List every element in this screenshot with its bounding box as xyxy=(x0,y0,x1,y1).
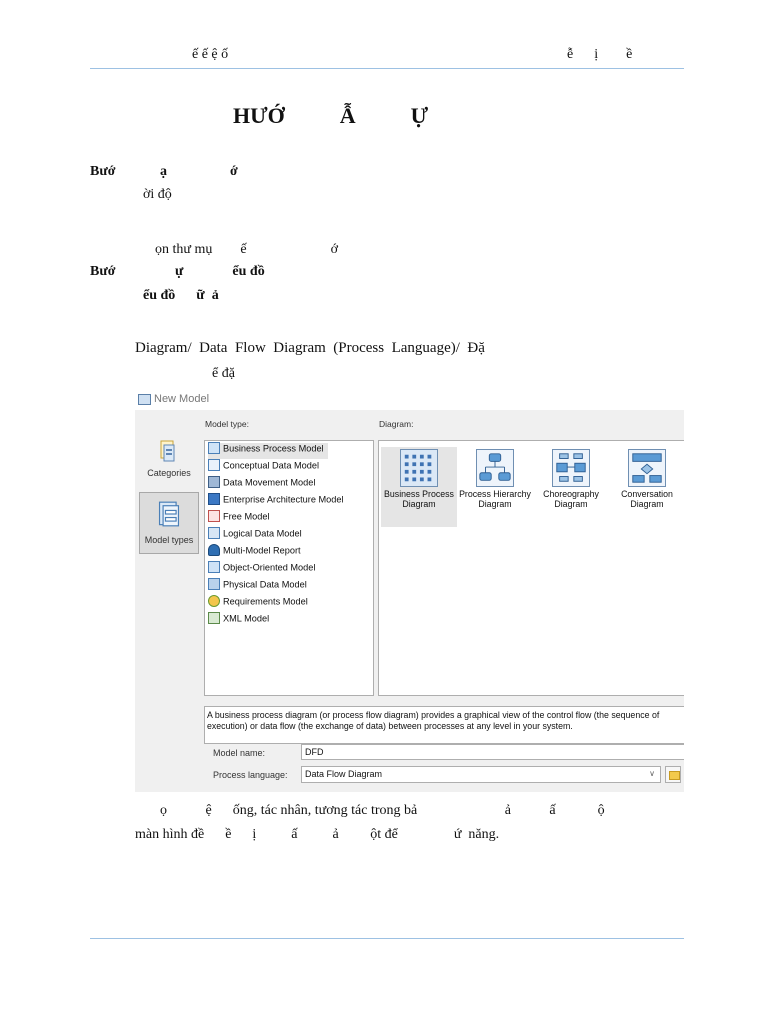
step2-heading: ự ểu đồ xyxy=(175,264,265,279)
step2-paragraph: Diagram/ Data Flow Diagram (Process Language)/ Đặ xyxy=(135,340,485,356)
diagram-item[interactable]: Choreography Diagram xyxy=(533,447,609,527)
step2-paragraph-line2: ể đặ xyxy=(212,366,235,381)
model-name-label: Model name: xyxy=(213,748,266,758)
physical-data-icon xyxy=(208,578,220,590)
free-model-icon xyxy=(208,510,220,522)
choreography-diagram-icon xyxy=(552,449,590,487)
conceptual-data-icon xyxy=(208,459,220,471)
categories-label: Categories xyxy=(147,468,191,478)
process-hierarchy-diagram-icon xyxy=(476,449,514,487)
step1-heading: ạ ớ xyxy=(160,164,238,179)
model-type-item[interactable]: Data Movement Model xyxy=(208,477,315,493)
object-oriented-icon xyxy=(208,561,220,573)
diagram-item[interactable]: Business Process Diagram xyxy=(381,447,457,527)
diagram-header: Diagram: xyxy=(379,419,414,429)
model-type-item[interactable]: Free Model xyxy=(208,511,269,527)
conversation-diagram-icon xyxy=(628,449,666,487)
diagram-item[interactable]: Conversation Diagram xyxy=(609,447,685,527)
step2-label: Bướ xyxy=(90,264,116,279)
multi-model-report-icon xyxy=(208,544,220,556)
page-title: HƯỚ Ẫ Ự xyxy=(233,103,429,128)
business-process-diagram-icon xyxy=(400,449,438,487)
model-type-list xyxy=(204,440,374,696)
model-type-item[interactable]: XML Model xyxy=(208,613,269,629)
dialog-title: New Model xyxy=(154,393,210,405)
model-type-item[interactable]: Physical Data Model xyxy=(208,579,307,595)
data-movement-icon xyxy=(208,476,220,488)
footer-rule xyxy=(90,938,684,939)
header-right-text: ễ ị ề xyxy=(567,47,633,62)
step1-line3: ọn thư mụ ế ớ xyxy=(155,242,338,257)
model-type-item[interactable]: Requirements Model xyxy=(208,596,308,612)
process-language-value: Data Flow Diagram xyxy=(305,769,383,779)
model-types-button[interactable] xyxy=(139,492,199,554)
model-type-item[interactable]: Conceptual Data Model xyxy=(208,460,319,476)
requirements-icon xyxy=(208,595,220,607)
dialog-body xyxy=(135,410,684,792)
folder-icon xyxy=(669,771,680,780)
business-process-icon xyxy=(208,442,220,454)
model-types-icon xyxy=(158,501,180,527)
app-icon xyxy=(138,394,151,405)
model-type-header: Model type: xyxy=(205,419,249,429)
dialog-title-bar xyxy=(135,390,684,410)
model-types-label: Model types xyxy=(144,535,194,545)
categories-button[interactable] xyxy=(139,434,199,486)
model-type-item[interactable]: Logical Data Model xyxy=(208,528,302,544)
logical-data-icon xyxy=(208,527,220,539)
process-language-select[interactable] xyxy=(301,766,661,783)
browse-folder-button[interactable] xyxy=(665,766,681,783)
new-model-dialog xyxy=(135,390,684,792)
category-pane xyxy=(135,410,203,792)
model-name-input[interactable]: DFD xyxy=(301,744,684,760)
step1-line2: ời độ xyxy=(143,187,172,202)
header-left-text: ế ế ệ ố xyxy=(192,47,229,62)
step2-line2: ểu đồ ữ ả xyxy=(143,288,219,303)
model-type-item[interactable]: Business Process Model xyxy=(208,443,328,459)
model-type-item[interactable]: Multi-Model Report xyxy=(208,545,301,561)
model-type-item[interactable]: Object-Oriented Model xyxy=(208,562,315,578)
chevron-down-icon: ∨ xyxy=(649,769,655,778)
xml-model-icon xyxy=(208,612,220,624)
diagram-list xyxy=(378,440,684,696)
diagram-item[interactable]: Process Hierarchy Diagram xyxy=(457,447,533,527)
after-line2: màn hình đề ề ị ấ ả ột để ứ năng. xyxy=(135,827,500,842)
categories-icon xyxy=(159,440,177,462)
diagram-description: A business process diagram (or process flow diagram) provides a graphical view of the control flow (the sequence of execution) or data flow (the exchange of data) between processes at any level in your system. xyxy=(204,706,684,744)
model-type-item[interactable]: Enterprise Architecture Model xyxy=(208,494,344,510)
header-rule xyxy=(90,68,684,69)
after-line1: ọ ệ ống, tác nhân, tương tác trong bả ả ấ ộ xyxy=(160,803,605,818)
enterprise-architecture-icon xyxy=(208,493,220,505)
process-language-label: Process language: xyxy=(213,770,288,780)
step1-label: Bướ xyxy=(90,164,116,179)
